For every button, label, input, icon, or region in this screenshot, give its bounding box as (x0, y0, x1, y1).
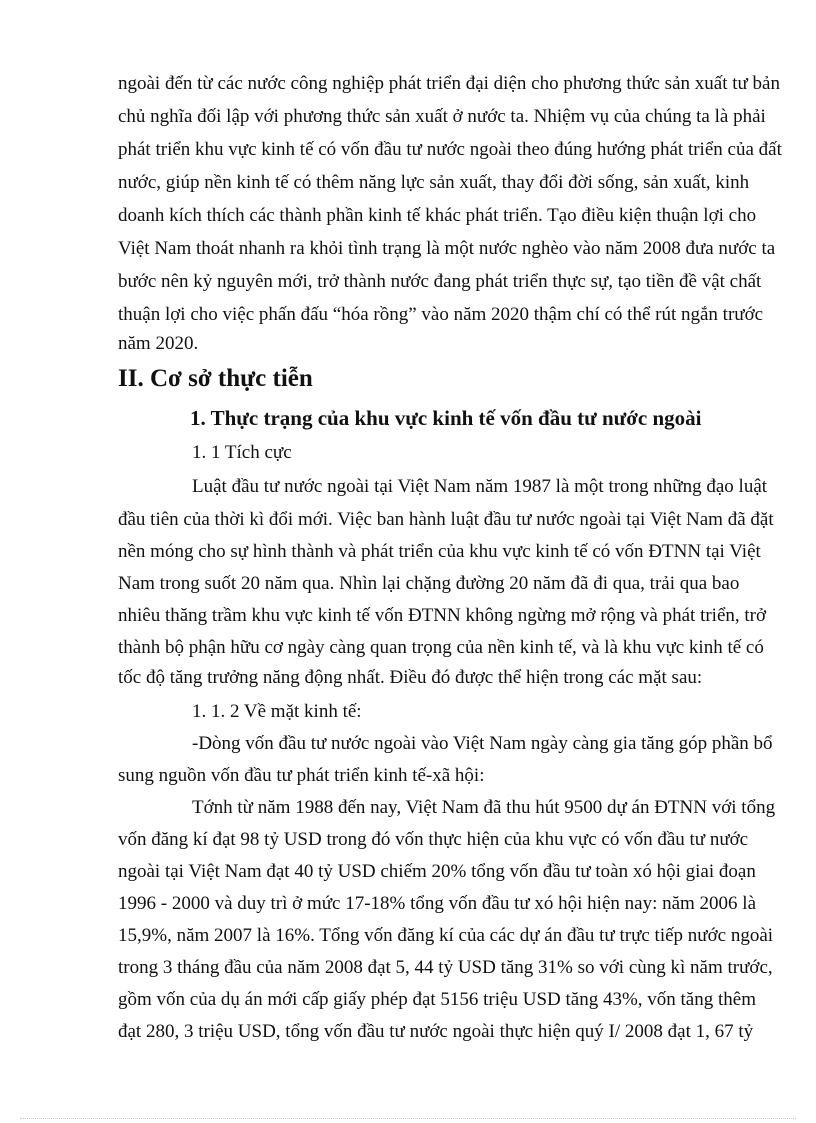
item-heading-1-1: 1. 1 Tích cực (192, 442, 292, 463)
text-line: 15,9%, năm 2007 là 16%. Tổng vốn đăng kí của các dự án đầu tư trực tiếp nước ngoài (118, 925, 774, 946)
subsection-heading: 1. Thực trạng của khu vực kinh tế vốn đầu tư nước ngoài (190, 406, 702, 430)
page-bottom-divider (20, 1118, 796, 1119)
text-line: ngoài tại Việt Nam đạt 40 tỷ USD chiếm 20% tổng vốn đầu tư toàn xó hội giai đoạn (118, 861, 756, 882)
text-line: năm 2020. (118, 333, 199, 354)
text-line: nhiêu thăng trầm khu vực kinh tế vốn ĐTNN không ngừng mở rộng và phát triển, trở (118, 605, 767, 626)
text-line: Nam trong suốt 20 năm qua. Nhìn lại chặng đường 20 năm đã đi qua, trải qua bao (118, 573, 740, 594)
text-line: Việt Nam thoát nhanh ra khỏi tình trạng là một nước nghèo vào năm 2008 đưa nước ta (118, 238, 776, 259)
text-line: nền móng cho sự hình thành và phát triển của khu vực kinh tế có vốn ĐTNN tại Việt (118, 541, 761, 562)
text-line: doanh kích thích các thành phần kinh tế khác phát triển. Tạo điều kiện thuận lợi cho (118, 205, 757, 226)
text-line: gồm vốn của dụ án mới cấp giấy phép đạt 5156 triệu USD tăng 43%, vốn tăng thêm (118, 989, 756, 1010)
text-line: Tớnh từ năm 1988 đến nay, Việt Nam đã thu hút 9500 dự án ĐTNN với tổng (192, 797, 776, 818)
text-line: ngoài đến từ các nước công nghiệp phát triển đại diện cho phương thức sản xuất tư bản (118, 73, 780, 94)
text-line: sung nguồn vốn đầu tư phát triển kinh tế-xã hội: (118, 765, 485, 786)
item-heading-1-1-2: 1. 1. 2 Về mặt kinh tế: (192, 701, 362, 722)
text-line: 1996 - 2000 và duy trì ở mức 17-18% tổng vốn đầu tư xó hội hiện nay: năm 2006 là (118, 893, 757, 914)
text-line: trong 3 tháng đầu của năm 2008 đạt 5, 44 tỷ USD tăng 31% so với cùng kì năm trước, (118, 957, 773, 978)
text-line: đạt 280, 3 triệu USD, tổng vốn đầu tư nước ngoài thực hiện quý I/ 2008 đạt 1, 67 tỷ (118, 1021, 754, 1042)
text-line: -Dòng vốn đầu tư nước ngoài vào Việt Nam ngày càng gia tăng góp phần bổ (192, 733, 773, 754)
text-line: phát triển khu vực kinh tế có vốn đầu tư nước ngoài theo đúng hướng phát triển của đất (118, 139, 782, 160)
text-line: thuận lợi cho việc phấn đấu “hóa rồng” vào năm 2020 thậm chí có thể rút ngắn trước (118, 304, 764, 325)
text-line: đầu tiên của thời kì đổi mới. Việc ban hành luật đầu tư nước ngoài tại Việt Nam đã đặt (118, 509, 774, 530)
text-line: vốn đăng kí đạt 98 tỷ USD trong đó vốn thực hiện của khu vực có vốn đầu tư nước (118, 829, 749, 850)
text-line: chủ nghĩa đối lập với phương thức sản xuất ở nước ta. Nhiệm vụ của chúng ta là phải (118, 106, 766, 127)
text-line: bước nên kỷ nguyên mới, trở thành nước đang phát triển thực sự, tạo tiền đề vật chất (118, 271, 762, 292)
text-line: tốc độ tăng trưởng năng động nhất. Điều đó được thể hiện trong các mặt sau: (118, 667, 703, 688)
text-line: nước, giúp nền kinh tế có thêm năng lực sản xuất, thay đổi đời sống, sản xuất, kinh (118, 172, 750, 193)
text-line: Luật đầu tư nước ngoài tại Việt Nam năm 1987 là một trong những đạo luật (192, 476, 768, 497)
section-heading: II. Cơ sở thực tiễn (118, 365, 313, 392)
text-line: thành bộ phận hữu cơ ngày càng quan trọng của nền kinh tế, và là khu vực kinh tế có (118, 637, 764, 658)
